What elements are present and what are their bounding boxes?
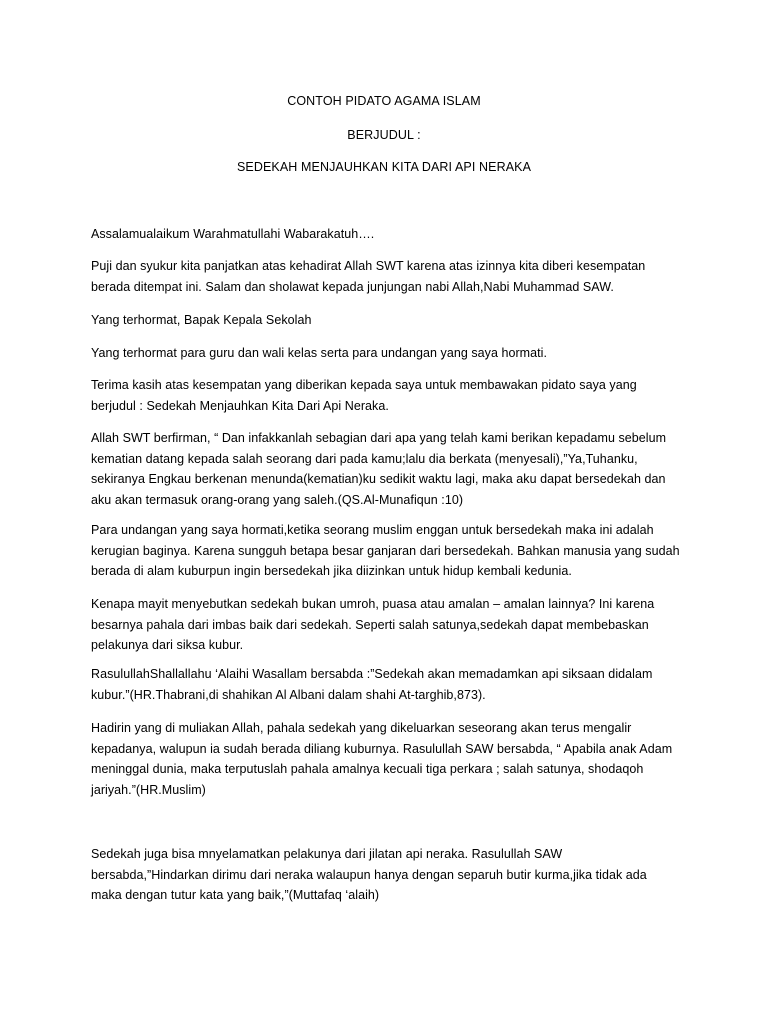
text-line: besarnya pahala dari imbas baik dari sedekah. Seperti salah satunya,sedekah dapat membebaskan <box>91 617 649 632</box>
paragraph-continuing-reward <box>91 718 681 800</box>
text-line: maka dengan tutur kata yang baik,”(Muttafaq ‘alaih) <box>91 888 380 903</box>
text-line: Hadirin yang di muliakan Allah, pahala sedekah yang dikeluarkan seseorang akan terus mengalir <box>91 721 632 735</box>
text-line: berada ditempat ini. Salam dan sholawat kepada junjungan nabi Allah,Nabi Muhammad SAW. <box>91 279 614 294</box>
text-line: Para undangan yang saya hormati,ketika seorang muslim enggan untuk bersedekah maka ini adalah <box>91 523 654 537</box>
text-line: berjudul : Sedekah Menjauhkan Kita Dari Api Neraka. <box>91 398 389 413</box>
text-line: berada di alam kuburpun ingin bersedekah jika diizinkan untuk hidup kembali kedunia. <box>91 564 572 579</box>
text-line: Allah SWT berfirman, “ Dan infakkanlah sebagian dari apa yang telah kami berikan kepadamu sebelum <box>91 431 667 445</box>
text-line: jariyah.”(HR.Muslim) <box>91 782 206 797</box>
text-line: Terima kasih atas kesempatan yang diberikan kepada saya untuk membawakan pidato saya yang <box>91 378 637 392</box>
paragraph-hellfire <box>91 844 681 906</box>
text-line: kubur.”(HR.Thabrani,di shahikan Al Albani dalam shahi At-targhib,873). <box>91 687 486 702</box>
paragraph-reluctance <box>91 520 681 582</box>
paragraph-salutation-principal <box>91 310 681 331</box>
text-line: meninggal dunia, maka terputuslah pahala amalnya kecuali tiga perkara ; salah satunya, shodaqoh <box>91 762 644 777</box>
paragraph-greeting <box>91 224 681 245</box>
text-line: RasulullahShallallahu ‘Alaihi Wasallam bersabda :”Sedekah akan memadamkan api siksaan didalam <box>91 667 653 681</box>
text-line: Assalamualaikum Warahmatullahi Wabarakatuh…. <box>91 227 375 241</box>
document-subtitle-label: BERJUDUL : <box>347 128 421 142</box>
text-line: Kenapa mayit menyebutkan sedekah bukan umroh, puasa atau amalan – amalan lainnya? Ini karena <box>91 597 655 611</box>
text-line: Sedekah juga bisa mnyelamatkan pelakunya dari jilatan api neraka. Rasulullah SAW <box>91 847 563 861</box>
paragraph-thanks <box>91 375 681 416</box>
paragraph-hadith-grave <box>91 664 681 705</box>
text-line: pelakunya dari siksa kubur. <box>91 638 244 653</box>
text-line: Yang terhormat para guru dan wali kelas serta para undangan yang saya hormati. <box>91 346 548 360</box>
text-line: kepadanya, walupun ia sudah berada diliang kuburnya. Rasulullah SAW bersabda, “ Apabila anak Adam <box>91 741 673 756</box>
text-line: bersabda,”Hindarkan dirimu dari neraka walaupun hanya dengan separuh butir kurma,jika tidak ada <box>91 867 647 882</box>
speech-title: SEDEKAH MENJAUHKAN KITA DARI API NERAKA <box>236 160 532 174</box>
text-line: Puji dan syukur kita panjatkan atas kehadirat Allah SWT karena atas izinnya kita diberi kesempatan <box>91 259 646 273</box>
text-line: kerugian baginya. Karena sungguh betapa besar ganjaran dari bersedekah. Bahkan manusia yang sudah <box>91 543 680 558</box>
text-line: aku akan termasuk orang-orang yang saleh.(QS.Al-Munafiqun :10) <box>91 492 464 507</box>
paragraph-opening <box>91 256 681 297</box>
document-title: CONTOH PIDATO AGAMA ISLAM <box>287 94 481 108</box>
paragraph-quran-verse <box>91 428 681 510</box>
text-line: Yang terhormat, Bapak Kepala Sekolah <box>91 313 312 327</box>
paragraph-why-sedekah <box>91 594 681 656</box>
text-line: sekiranya Engkau berkenan menunda(kematian)ku sedikit waktu lagi, maka aku dapat bersedekah dan <box>91 472 666 487</box>
paragraph-salutation-teachers <box>91 343 681 364</box>
text-line: kematian datang kepada salah seorang dari pada kamu;lalu dia berkata (menyesali),”Ya,Tuhanku, <box>91 451 638 466</box>
